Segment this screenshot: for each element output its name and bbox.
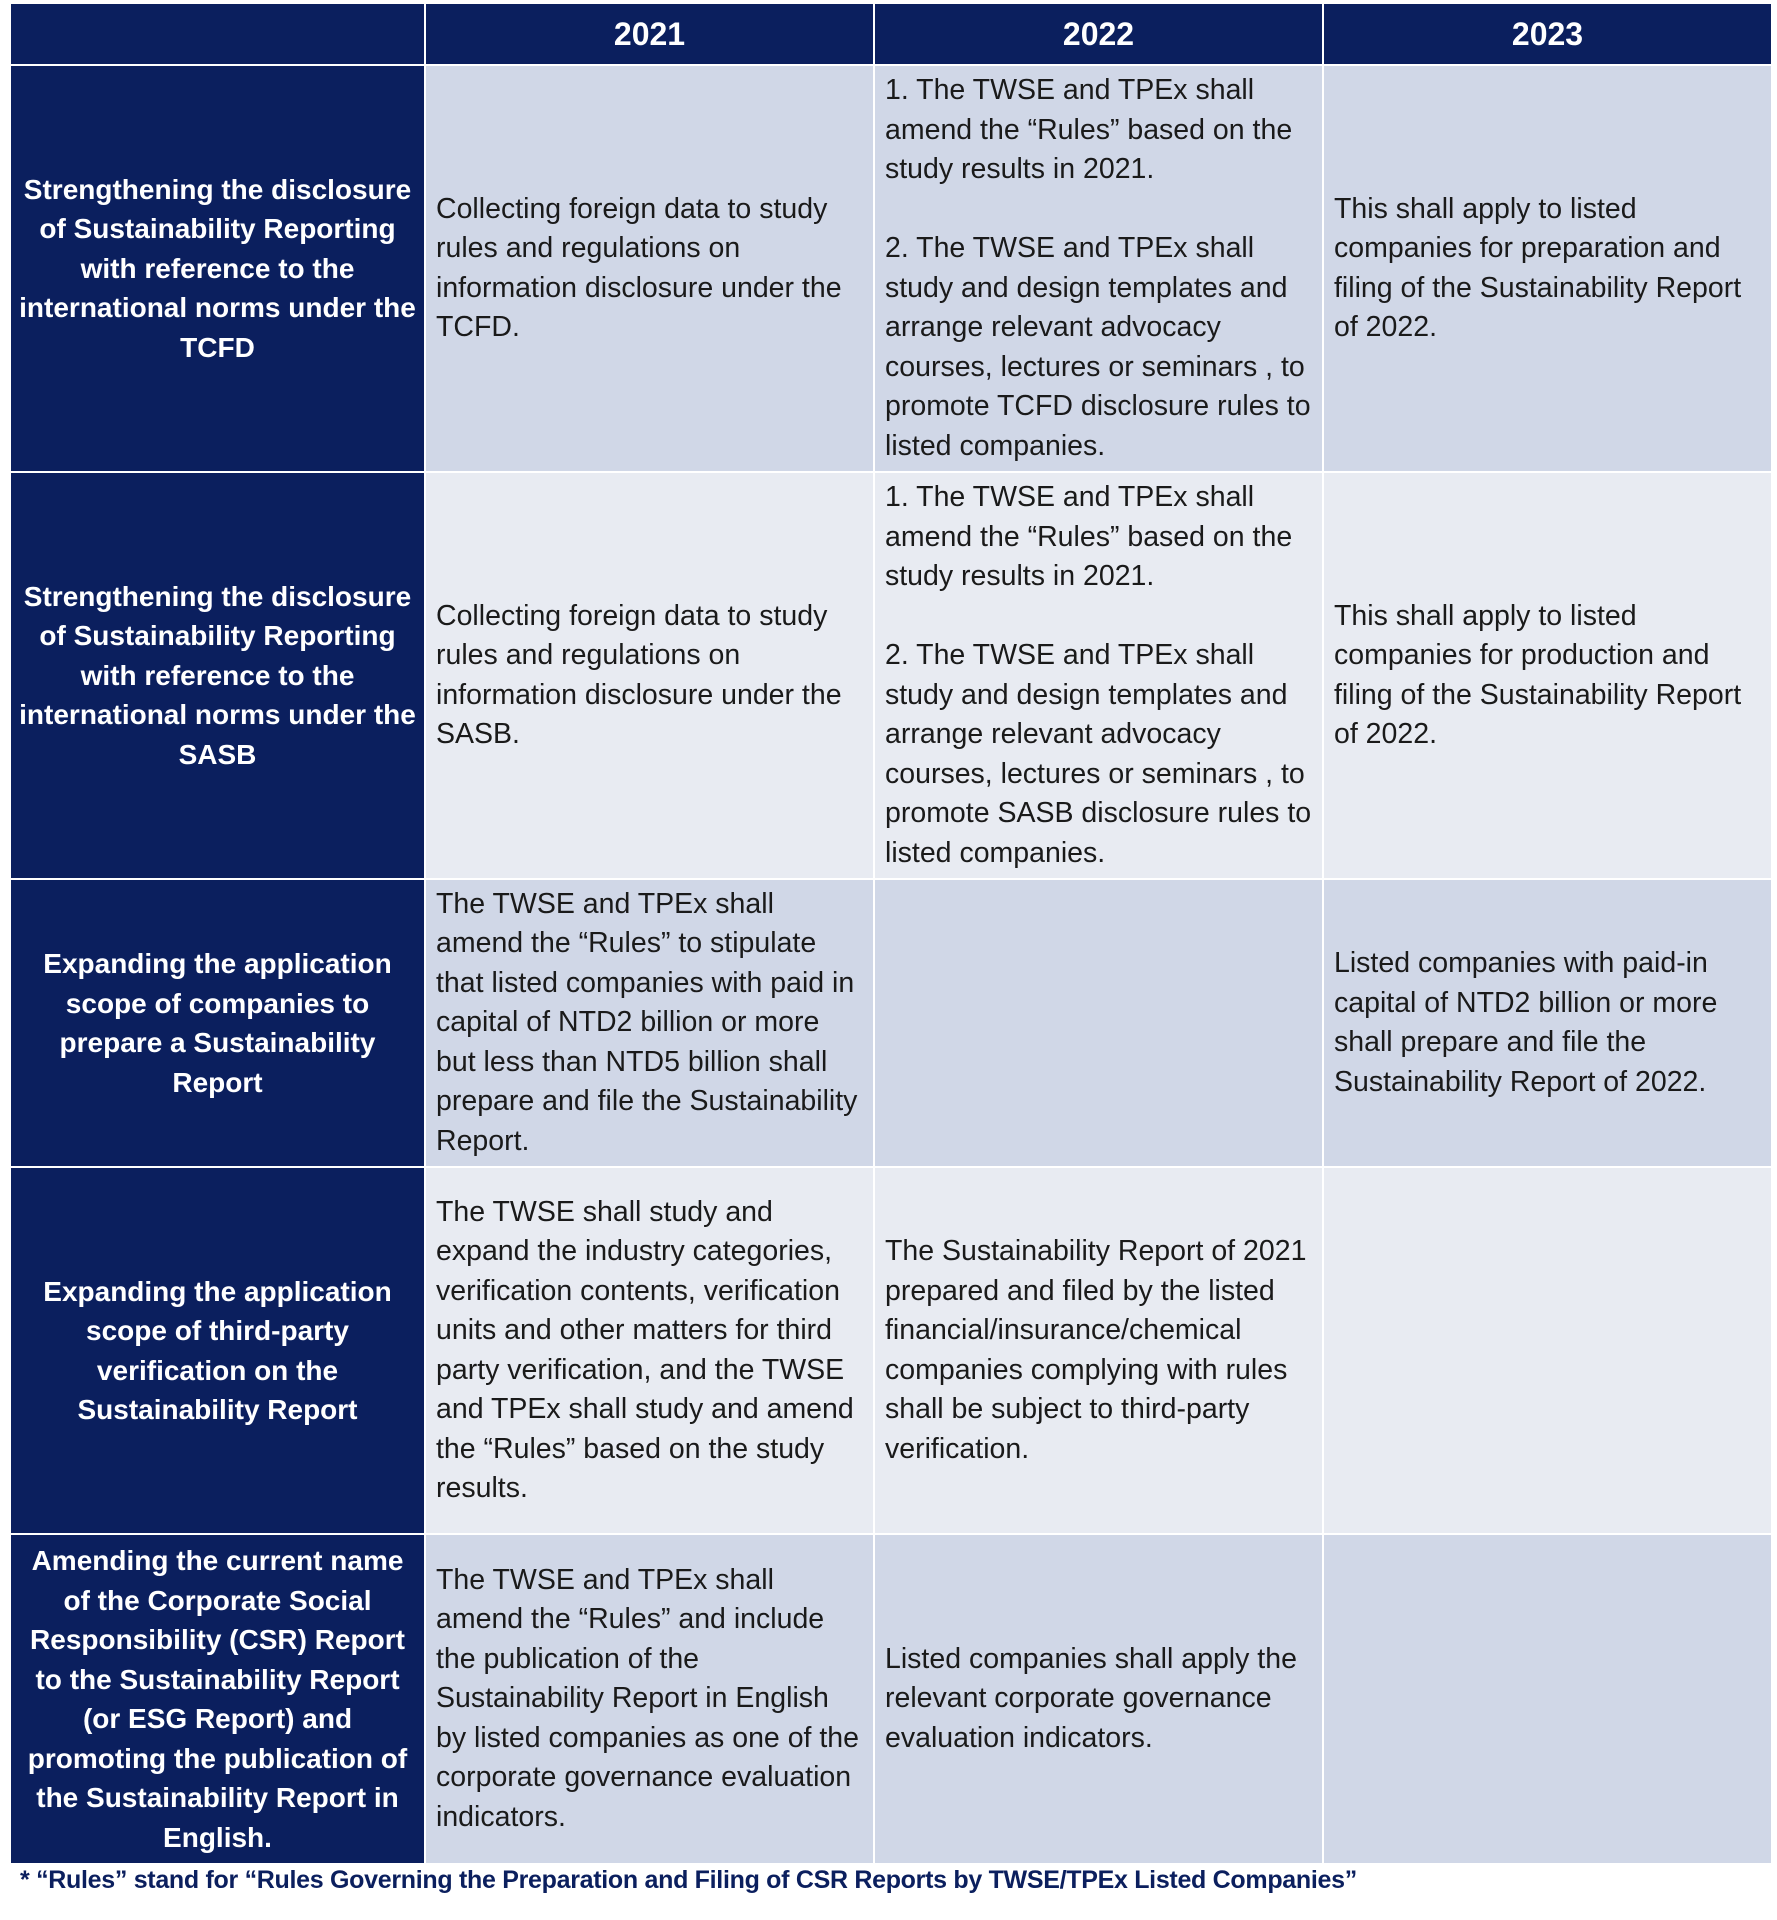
table-row	[10, 879, 1772, 1167]
header-corner-cell	[10, 3, 425, 65]
row-title: Strengthening the disclosure of Sustainability Reporting with reference to the international norms under the SASB	[10, 472, 425, 879]
header-year-2023: 2023	[1323, 3, 1772, 65]
cell-2021: Collecting foreign data to study rules and regulations on information disclosure under the SASB.	[425, 472, 874, 879]
roadmap-table	[9, 2, 1773, 1865]
cell-2022: 1. The TWSE and TPEx shall amend the “Rules” based on the study results in 2021. 2. The TWSE and TPEx shall study and design templates and arrange relevant advocacy courses, lectures or seminars , to promote TCFD disclosure rules to listed companies.	[874, 65, 1323, 472]
row-title: Expanding the application scope of third-party verification on the Sustainability Report	[10, 1167, 425, 1534]
header-row	[10, 3, 1772, 65]
cell-2023: This shall apply to listed companies for preparation and filing of the Sustainability Report of 2022.	[1323, 65, 1772, 472]
cell-2021: Collecting foreign data to study rules and regulations on information disclosure under the TCFD.	[425, 65, 874, 472]
footnote: * “Rules” stand for “Rules Governing the Preparation and Filing of CSR Reports by TWSE/TPEx Listed Companies”	[20, 1866, 1357, 1894]
table-row	[10, 1167, 1772, 1534]
cell-2021: The TWSE shall study and expand the industry categories, verification contents, verification units and other matters for third party verification, and the TWSE and TPEx shall study and amend the “Rules” based on the study results.	[425, 1167, 874, 1534]
row-title: Expanding the application scope of companies to prepare a Sustainability Report	[10, 879, 425, 1167]
cell-2022	[874, 879, 1323, 1167]
cell-2023	[1323, 1534, 1772, 1864]
table-row	[10, 1534, 1772, 1864]
cell-2021: The TWSE and TPEx shall amend the “Rules” and include the publication of the Sustainability Report in English by listed companies as one of the corporate governance evaluation indicators.	[425, 1534, 874, 1864]
cell-2022: 1. The TWSE and TPEx shall amend the “Rules” based on the study results in 2021. 2. The TWSE and TPEx shall study and design templates and arrange relevant advocacy courses, lectures or seminars , to promote SASB disclosure rules to listed companies.	[874, 472, 1323, 879]
cell-2023	[1323, 1167, 1772, 1534]
row-title: Amending the current name of the Corporate Social Responsibility (CSR) Report to the Sustainability Report (or ESG Report) and promoting the publication of the Sustainability Report in English.	[10, 1534, 425, 1864]
cell-2023: Listed companies with paid-in capital of NTD2 billion or more shall prepare and file the Sustainability Report of 2022.	[1323, 879, 1772, 1167]
cell-2022: The Sustainability Report of 2021 prepared and filed by the listed financial/insurance/chemical companies complying with rules shall be subject to third-party verification.	[874, 1167, 1323, 1534]
table-row	[10, 65, 1772, 472]
cell-2023: This shall apply to listed companies for production and filing of the Sustainability Report of 2022.	[1323, 472, 1772, 879]
row-title: Strengthening the disclosure of Sustainability Reporting with reference to the international norms under the TCFD	[10, 65, 425, 472]
table-row	[10, 472, 1772, 879]
cell-2021: The TWSE and TPEx shall amend the “Rules” to stipulate that listed companies with paid in capital of NTD2 billion or more but less than NTD5 billion shall prepare and file the Sustainability Report.	[425, 879, 874, 1167]
header-year-2022: 2022	[874, 3, 1323, 65]
header-year-2021: 2021	[425, 3, 874, 65]
cell-2022: Listed companies shall apply the relevant corporate governance evaluation indicators.	[874, 1534, 1323, 1864]
